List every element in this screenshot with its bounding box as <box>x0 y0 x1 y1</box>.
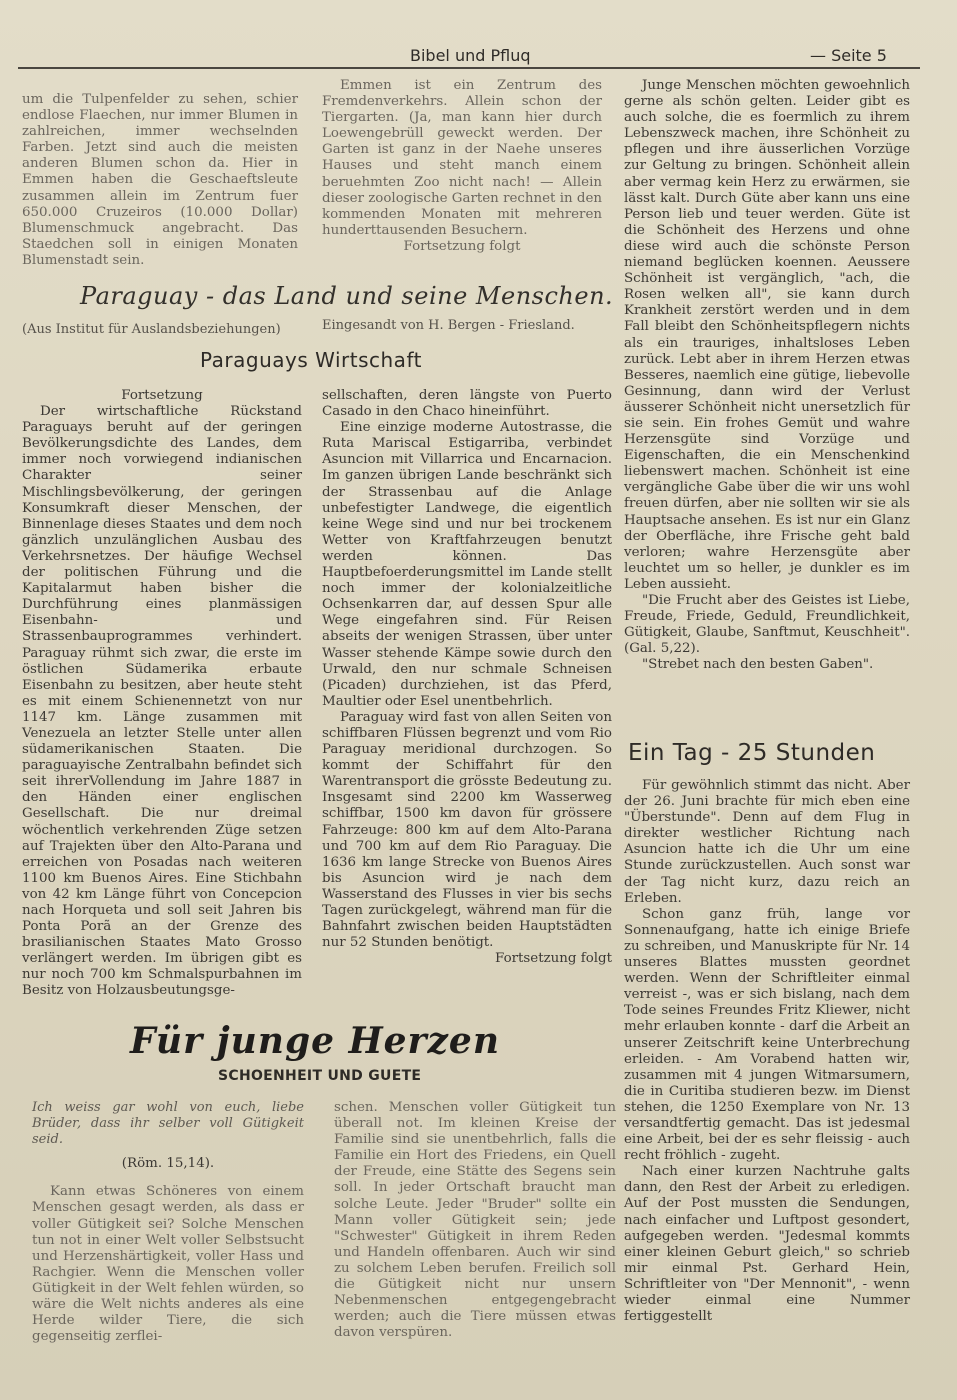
paraguay-fortsetzung: Fortsetzung <box>121 388 203 403</box>
top-column-2 <box>322 78 602 255</box>
young-hearts-title: Für junge Herzen <box>130 1020 500 1062</box>
paraguay-title: Paraguay - das Land und seine Menschen. <box>80 282 614 310</box>
right-column-p2: "Die Frucht aber des Geistes ist Liebe, Freude, Friede, Geduld, Freundlichkeit, Gütigkeit, Glaube, Sanftmut, Keuschheit". (Gal. 5,22). <box>624 593 910 657</box>
paraguay-column-2-continued: Fortsetzung folgt <box>495 951 612 967</box>
header-title: Bibel und Pfluq <box>410 46 531 65</box>
header-rule <box>18 67 920 69</box>
young-motto-reference: (Röm. 15,14). <box>121 1156 215 1172</box>
header-page-number: — Seite 5 <box>810 46 887 65</box>
paraguay-column-1 <box>22 388 302 1000</box>
paraguay-column-1-text: Der wirtschaftliche Rückstand Paraguays beruht auf der geringen Bevölkerungsdichte des Landes, dem immer noch vorwiegend indianischen Charakter seiner Mischlingsbevölkerung, der geringen Konsumkraft dieser Menschen, der Binnenlage dieses Staates und dem noch gänzlich unzulänglichen Ausbau des Verkehrsnetzes. Der häufige Wechsel der politischen Führung und die Kapitalarmut haben bisher die Durchführung eines planmässigen Eisenbahn- und Strassenbauprogrammes verhindert. Paraguay rühmt sich zwar, die erste im östlichen Südamerika erbaute Eisenbahn zu besitzen, aber heute steht es mit einem Schienennetzt von nur 1147 km. Länge zusammen mit Venezuela an letzter Stelle unter allen südamerikanischen Staaten. Die paraguayische Zentralbahn befindet sich seit ihrerVollendung im Jahre 1887 in den Händen einer englischen Gesellschaft. Die nur dreimal wöchentlich verkehrenden Züge setzen auf Trajekten über den Alto-Parana und erreichen von Posadas nach weiteren 1100 km Buenos Aires. Eine Stichbahn von 42 km Länge führt von Concepcion nach Horqueta und soll seit Jahren bis Ponta Porã an der Grenze des brasilianischen Staates Mato Grosso verlängert werden. Im übrigen gibt es nur noch 700 km Schmalspurbahnen im Besitz von Holzausbeutungsge- <box>22 404 302 999</box>
paraguay-column-2-p1: sellschaften, deren längste von Puerto Casado in den Chaco hineinführt. <box>322 388 612 420</box>
paraguay-source-right: Eingesandt von H. Bergen - Friesland. <box>322 318 575 333</box>
paraguay-source-left: (Aus Institut für Auslandsbeziehungen) <box>22 322 281 337</box>
right-column-p5: Schon ganz früh, lange vor Sonnenaufgang, hatte ich einige Briefe zu schreiben, und Manuskripte für Nr. 14 unseres Blattes mussten geordnet werden. Wenn der Schriftleiter einmal verreist -, was er sich bislang, nach dem Tode seines Freundes Fritz Kliewer, nicht mehr erlauben konnte - darf die Arbeit an unserer Zeitschrift keine Unterbrechung erleiden. - Am Vorabend hatten wir, zusammen mit 4 jungen Witmarsumern, die in Curitiba studieren bezw. im Dienst stehen, die 1250 Exemplare von Nr. 13 versandtfertig gemacht. Das ist jedesmal eine Arbeit, bei der es sehr fleissig - auch recht fröhlich - zugeht. <box>624 906 910 1164</box>
top-column-2-text: Emmen ist ein Zentrum des Fremdenverkehrs. Allein schon der Tiergarten. (Ja, man kann hier durch Loewengebrüll geweckt werden. Der Garten ist ganz in der Naehe unseres Hauses und steht manch einem beruehmten Zoo nicht nach! — Allein dieser zoologische Garten rechnet in den kommenden Monaten mit mehreren hunderttausenden Besuchern. <box>322 78 602 238</box>
right-column-p1: Junge Menschen möchten gewoehnlich gerne als schön gelten. Leider gibt es auch solche, die es foermlich zu ihrem Lebenszweck machen, ihre Schönheit zu pflegen und ihre äusserlichen Vorzüge zur Geltung zu bringen. Schönheit allein aber vermag kein Herz zu erwärmen, sie lässt kalt. Durch Güte aber kann uns eine Person lieb und teuer werden. Güte ist die Schönheit des Herzens und ohne diese wird auch die schönste Person niemand beglücken koennen. Aeussere Schönheit ist vergänglich, "ach, die Rosen welken all", sie kann durch Krankheit zerstört werden und in dem Fall bleibt den Schönheitspflegern nichts als ein trauriges, inhaltsloses Leben zurück. Lebt aber in ihrem Herzen etwas Besseres, naemlich eine gütige, liebevolle Gesinnung, dann wird der Verlust äusserer Schönheit nicht unersetzlich für sie sein. Ein frohes Gemüt und wahre Herzensgüte sind Vorzüge und Eigenschaften, die ein Menschenkind liebenswert machen. Schönheit ist eine vergängliche Gabe über die wir uns wohl freuen dürfen, aber nie sollten wir sie als Hauptsache ansehen. Es ist nur ein Glanz der Oberfläche, ihre Frische geht bald verloren; wahre Herzensgüte aber leuchtet um so heller, je dunkler es im Leben aussieht. <box>624 78 910 592</box>
young-column-2-text: schen. Menschen voller Gütigkeit tun überall not. Im kleinen Kreise der Familie sind sie unentbehrlich, falls die Familie ein Hort des Friedens, ein Quell der Freude, eine Stätte des Segens sein soll. In jeder Ortschaft braucht man solche Leute. Jeder "Bruder" sollte ein Mann voller Gütigkeit sein; jede "Schwester" Gütigkeit in ihrem Reden und Handeln offenbaren. Auch wir sind zu solchem Leben berufen. Freilich soll die Gütigkeit nicht nur unsern Nebenmenschen entgegengebracht werden; auch die Tiere müssen etwas davon verspüren. <box>334 1100 616 1341</box>
young-column-1 <box>32 1100 304 1345</box>
paraguay-column-2-p2: Eine einzige moderne Autostrasse, die Ruta Mariscal Estigarriba, verbindet Asuncion mit Villarrica und Encarnacion. Im ganzen übrigen Lande beschränkt sich der Strassenbau auf die Anlage unbefestigter Landwege, die eigentlich keine Wege sind und nur bei trockenem Wetter von Kraftfahrzeugen benutzt werden können. Das Hauptbefoerderungsmittel im Lande stellt noch immer der kolonialzeitliche Ochsenkarren dar, auf dessen Spur alle Wege eingefahren sind. Für Reisen abseits der wenigen Strassen, über unter Wasser stehende Kämpe sowie durch den Urwald, den nur schmale Schneisen (Picaden) durchziehen, ist das Pferd, Maultier oder Esel unentbehrlich. <box>322 420 612 709</box>
right-column-p3: "Strebet nach den besten Gaben". <box>642 657 874 673</box>
paraguay-column-2-p3: Paraguay wird fast von allen Seiten von schiffbaren Flüssen begrenzt und vom Rio Paraguay meridional durchzogen. So kommt der Schiffahrt für den Warentransport die grösste Bedeutung zu. Insgesamt sind 2200 km Wasserweg schiffbar, 1500 km davon für grössere Fahrzeuge: 800 km auf dem Alto-Parana und 700 km auf dem Rio Paraguay. Die 1636 km lange Strecke von Buenos Aires bis Asuncion wird je nach dem Wasserstand des Flusses in vier bis sechs Tagen zurückgelegt, während man für die Bahnfahrt zwischen beiden Hauptstädten nur 52 Stunden benötigt. <box>322 709 612 951</box>
ein-tag-heading: Ein Tag - 25 Stunden <box>628 740 876 766</box>
paraguay-column-2 <box>322 388 612 967</box>
young-motto: Ich weiss gar wohl von euch, liebe Brüder, dass ihr selber voll Gütigkeit seid. <box>32 1100 304 1148</box>
young-hearts-subtitle: SCHOENHEIT UND GUETE <box>218 1068 422 1084</box>
paraguay-heading: Paraguays Wirtschaft <box>200 348 422 372</box>
right-column-top <box>624 78 910 673</box>
top-column-1 <box>22 92 298 269</box>
top-column-2-continued: Fortsetzung folgt <box>403 238 521 254</box>
young-column-1-text: Kann etwas Schöneres von einem Menschen gesagt werden, als dass er voller Gütigkeit sei? Solche Menschen tun not in einer Welt voller Selbstsucht und Herzenshärtigkeit, voller Hass und Rachgier. Wenn die Menschen voller Gütigkeit in der Welt fehlen würden, so wäre die Welt nichts anderes als eine Herde wilder Tiere, die sich gegenseitig zerflei- <box>32 1184 304 1345</box>
right-column-p6: Nach einer kurzen Nachtruhe galts dann, den Rest der Arbeit zu erledigen. Auf der Post mussten die Sendungen, nach einfacher und Luftpost gesondert, aufgegeben werden. "Jedesmal kommts einer kleinen Geburt gleich," so schrieb mir einmal Pst. Gerhard Hein, Schriftleiter von "Der Mennonit", - wenn wieder einmal eine Nummer fertiggestellt <box>624 1164 910 1325</box>
young-column-2 <box>334 1100 616 1341</box>
right-column-bottom <box>624 778 910 1325</box>
top-column-1-text: um die Tulpenfelder zu sehen, schier endlose Flaechen, nur immer Blumen in zahlreichen, immer wechselnden Farben. Jetzt sind auch die meisten anderen Blumen schon da. Hier in Emmen haben die Geschaeftsleute zusammen allein im Zentrum fuer 650.000 Cruzeiros (10.000 Dollar) Blumenschmuck angebracht. Das Staedchen soll in einigen Monaten Blumenstadt sein. <box>22 92 298 268</box>
right-column-p4: Für gewöhnlich stimmt das nicht. Aber der 26. Juni brachte für mich eben eine "Überstunde". Denn auf dem Flug in direkter westlicher Richtung nach Asuncion hatte ich die Uhr um eine Stunde zurückzustellen. Auch sonst war der Tag nicht kurz, dazu reich an Erleben. <box>624 778 910 906</box>
